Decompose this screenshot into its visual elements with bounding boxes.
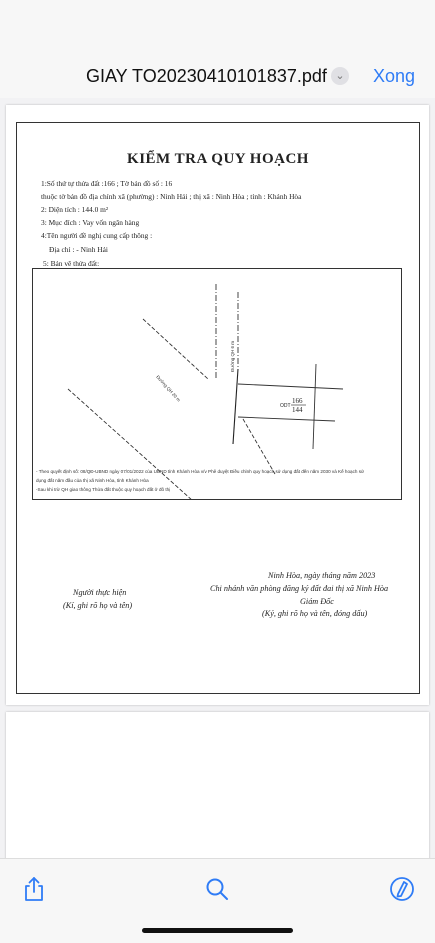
- parcel-number: 166: [292, 397, 303, 405]
- location-line: thuộc tờ bản đồ địa chính xã (phường) : Ninh Hải ; thị xã : Ninh Hòa ; tỉnh : Khánh Hòa: [41, 192, 302, 201]
- document-frame: [16, 122, 420, 694]
- road-label-6m: Đường QH 6 m: [230, 341, 235, 372]
- note-line-1: - Theo quyết định số: 08/QĐ-UBND ngày 07/01/2022 của UBND tỉnh Khánh Hòa v/v Phê duyệt Điều chỉnh quy hoạch sử dụng đất đến năm 2030 và Kế hoạch sử: [36, 469, 365, 474]
- top-bar: [0, 0, 435, 98]
- parcel-left: [233, 369, 238, 444]
- date-line: Ninh Hòa, ngày tháng năm 2023: [268, 571, 376, 580]
- director-title: Giám Đốc: [300, 597, 334, 606]
- parcel-map: [32, 268, 402, 500]
- pdf-page-1: [6, 105, 429, 705]
- requester-line: 4:Tên người đề nghị cung cấp thông :: [41, 231, 153, 240]
- share-icon[interactable]: [20, 875, 48, 903]
- sign-instruction-left: (Kí, ghi rõ họ và tên): [63, 601, 133, 610]
- pdf-page-2: [6, 712, 429, 862]
- parcel-right: [313, 364, 316, 449]
- search-icon[interactable]: [203, 875, 231, 903]
- markup-icon[interactable]: [388, 875, 416, 903]
- parcel-number-line: 1:Số thứ tự thửa đất :166 ; Tờ bản đồ số : 16: [41, 179, 173, 188]
- parcel-bottom: [238, 417, 335, 421]
- file-title[interactable]: GIAY TO20230410101837.pdf: [86, 66, 327, 86]
- address-line: Địa chỉ : - Ninh Hải: [49, 245, 108, 254]
- parcel-area: 144: [292, 406, 303, 414]
- done-button[interactable]: Xong: [373, 66, 416, 86]
- parcel-code: ODT: [280, 403, 291, 409]
- note-line-3: -Sau khi trừ QH giao thông Thửa đất thuộc quy hoạch đất ở đô thị: [36, 487, 171, 492]
- home-indicator: [142, 928, 293, 933]
- chevron-down-icon[interactable]: ⌄: [331, 67, 349, 85]
- document-title: KIỂM TRA QUY HOẠCH: [127, 151, 309, 167]
- note-line-2: dụng đất năm đầu của thị xã Ninh Hòa, tỉnh Khánh Hòa: [36, 478, 149, 483]
- sign-instruction-right: (Ký, ghi rõ họ và tên, đóng dấu): [262, 609, 368, 618]
- parcel-top: [238, 384, 343, 389]
- purpose-line: 3: Mục đích : Vay vốn ngân hàng: [41, 218, 140, 227]
- drawing-line: 5: Bản vẽ thửa đất:: [43, 259, 100, 268]
- road-edge-1a: [143, 319, 208, 379]
- office-name: Chi nhánh văn phòng đăng ký đất đai thị xã Ninh Hòa: [210, 584, 389, 593]
- road-curve: [243, 419, 275, 474]
- road-label-20m: Đường QH 20 m: [155, 374, 182, 403]
- area-line: 2: Diện tích : 144.0 m²: [41, 205, 109, 214]
- performer-role: Người thực hiện: [73, 588, 127, 597]
